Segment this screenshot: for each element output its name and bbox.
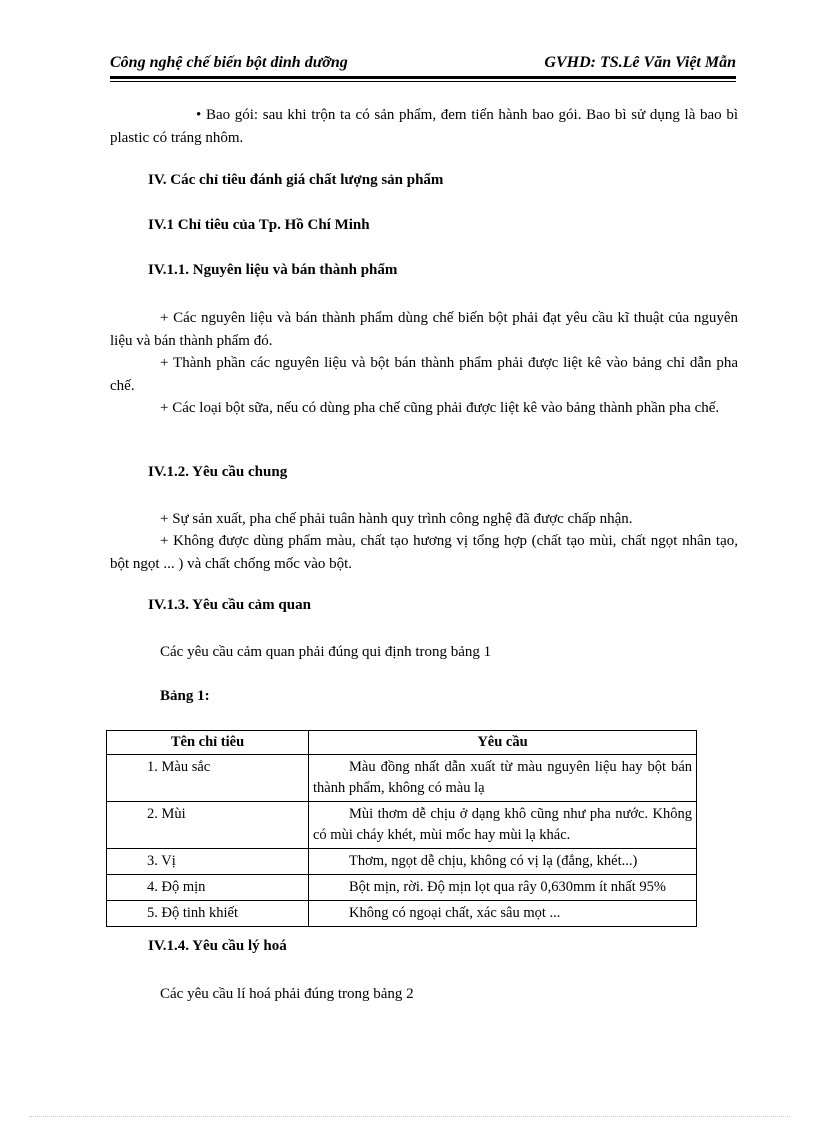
sensory-table (106, 730, 697, 927)
table-cell-requirement: Không có ngoại chất, xác sâu mọt ... (309, 901, 697, 927)
table-row (107, 755, 697, 802)
header-rule (110, 76, 736, 79)
table-cell-name: 1. Màu sắc (107, 755, 309, 802)
table-header-row (107, 731, 697, 755)
s111-paragraph-3: + Các loại bột sữa, nếu có dùng pha chế cũng phải được liệt kê vào bảng thành phần pha chế. (160, 400, 720, 416)
s111-paragraph-2: + Thành phần các nguyên liệu và bột bán thành phẩm phải được liệt kê vào bảng chỉ dẫn pha chế. (110, 355, 738, 394)
table-cell-name: 5. Độ tinh khiết (107, 901, 309, 927)
section-iv11-title: IV.1.1. Nguyên liệu và bán thành phẩm (148, 262, 398, 278)
bullet-icon: • (196, 107, 202, 123)
table-cell-name: 3. Vị (107, 849, 309, 875)
table-cell-name: 2. Mùi (107, 802, 309, 849)
footer-divider (30, 1116, 790, 1117)
table-header-name: Tên chỉ tiêu (107, 731, 309, 755)
table1-intro: Các yêu cầu cảm quan phải đúng qui định trong bảng 1 (160, 644, 492, 660)
table-row (107, 849, 697, 875)
table-cell-requirement: Màu đồng nhất dẫn xuất từ màu nguyên liệu hay bột bán thành phẩm, không có màu lạ (309, 755, 697, 802)
s111-paragraph-1: + Các nguyên liệu và bán thành phẩm dùng chế biến bột phải đạt yêu cầu kĩ thuật của nguyên liệu và bán thành phẩm đó. (110, 310, 738, 349)
table-cell-requirement: Bột mịn, rời. Độ mịn lọt qua rây 0,630mm ít nhất 95% (309, 875, 697, 901)
header-instructor: GVHD: TS.Lê Văn Việt Mẫn (544, 54, 736, 71)
s112-paragraph-1: + Sự sản xuất, pha chế phải tuân hành quy trình công nghệ đã được chấp nhận. (160, 511, 633, 527)
table-cell-name: 4. Độ mịn (107, 875, 309, 901)
table-row (107, 875, 697, 901)
header-rule-thin (110, 81, 736, 82)
page-header (110, 52, 736, 76)
section-iv14-title: IV.1.4. Yêu cầu lý hoá (148, 938, 287, 954)
table1-label: Bảng 1: (160, 688, 210, 704)
section-iv1-title: IV.1 Chỉ tiêu của Tp. Hồ Chí Minh (148, 217, 370, 233)
table-row (107, 901, 697, 927)
table-header-requirement: Yêu cầu (309, 731, 697, 755)
s112-paragraph-2: + Không được dùng phẩm màu, chất tạo hương vị tổng hợp (chất tạo mùi, chất ngọt nhân tạo, bột ngọt ... ) và chất chống mốc vào bột. (110, 533, 738, 572)
table-row (107, 802, 697, 849)
section-iv13-title: IV.1.3. Yêu cầu cảm quan (148, 597, 311, 613)
header-course-title: Công nghệ chế biến bột dinh dưỡng (110, 54, 348, 71)
table-cell-requirement: Thơm, ngọt dễ chịu, không có vị lạ (đắng, khét...) (309, 849, 697, 875)
packaging-paragraph (110, 104, 738, 150)
section-iv12-title: IV.1.2. Yêu cầu chung (148, 464, 288, 480)
packaging-text: Bao gói: sau khi trộn ta có sản phẩm, đem tiến hành bao gói. Bao bì sử dụng là bao bì plastic có tráng nhôm. (110, 107, 739, 146)
section-iv-title: IV. Các chỉ tiêu đánh giá chất lượng sản phẩm (148, 172, 444, 188)
table2-intro: Các yêu cầu lí hoá phải đúng trong bảng 2 (160, 986, 414, 1002)
table-cell-requirement: Mùi thơm dễ chịu ở dạng khô cũng như pha nước. Không có mùi cháy khét, mùi mốc hay mùi lạ khác. (309, 802, 697, 849)
